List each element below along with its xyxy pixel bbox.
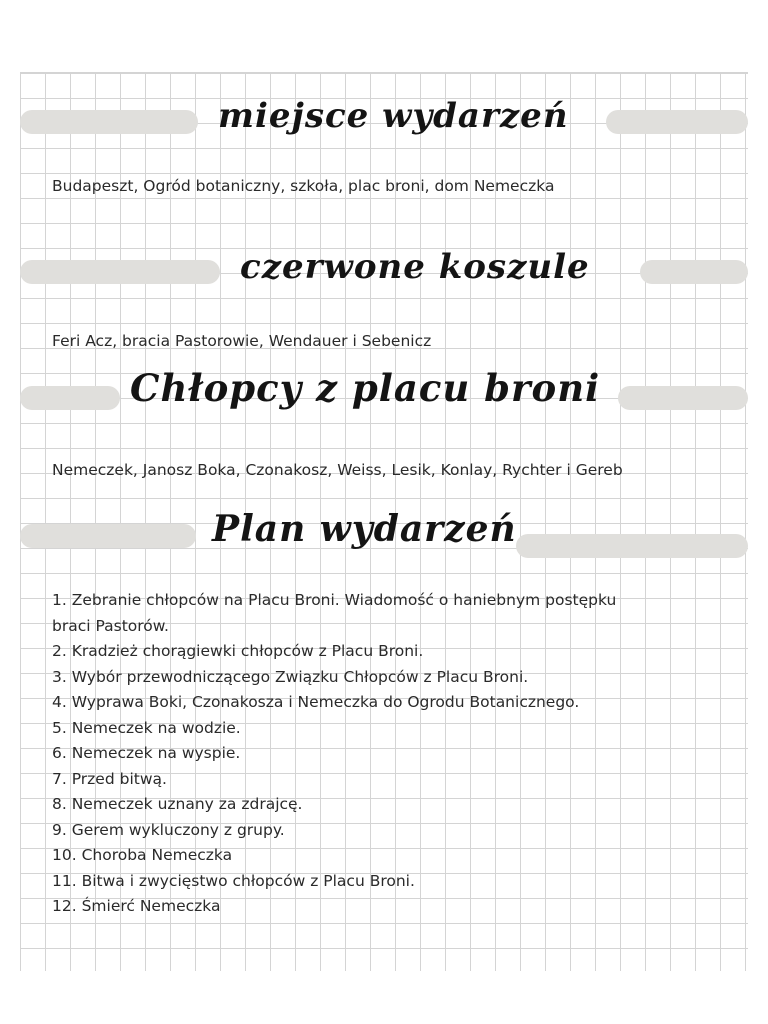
plan-item: 9. Gerem wykluczony z grupy. [52, 820, 285, 839]
red-shirts-heading: czerwone koszule [240, 247, 590, 287]
plan-item: 6. Nemeczek na wyspie. [52, 744, 241, 762]
heading-band-left [20, 524, 196, 548]
plan-item: 12. Śmierć Nemeczka [52, 897, 221, 915]
heading-band-right [516, 534, 748, 558]
heading-band-right [606, 110, 748, 134]
plan-item: 3. Wybór przewodniczącego Związku Chłopców z Placu Broni. [52, 667, 529, 686]
boys-heading: Chłopcy z placu broni [130, 366, 601, 410]
plan-item: 7. Przed bitwą. [52, 769, 167, 788]
red-shirts-text: Feri Acz, bracia Pastorowie, Wendauer i Sebenicz [52, 332, 432, 350]
plan-item: 10. Choroba Nemeczka [52, 846, 233, 864]
plan-item: 1. Zebranie chłopców na Placu Broni. Wiadomość o haniebnym postępku [52, 591, 617, 609]
boys-text: Nemeczek, Janosz Boka, Czonakosz, Weiss, Lesik, Konlay, Rychter i Gereb [52, 461, 623, 479]
plan-item: 8. Nemeczek uznany za zdrajcę. [52, 795, 303, 813]
heading-band-left [20, 260, 220, 284]
places-text: Budapeszt, Ogród botaniczny, szkoła, plac broni, dom Nemeczka [52, 177, 555, 195]
plan-item: 11. Bitwa i zwycięstwo chłopców z Placu Broni. [52, 871, 415, 890]
plan-list [52, 588, 616, 920]
plan-item: 4. Wyprawa Boki, Czonakosza i Nemeczka do Ogrodu Botanicznego. [52, 693, 580, 711]
plan-item: braci Pastorów. [52, 616, 169, 635]
places-heading: miejsce wydarzeń [218, 96, 569, 136]
heading-band-left [20, 110, 198, 134]
heading-band-right [618, 386, 748, 410]
heading-band-right [640, 260, 748, 284]
heading-band-left [20, 386, 120, 410]
plan-item: 5. Nemeczek na wodzie. [52, 718, 241, 737]
plan-heading: Plan wydarzeń [212, 508, 517, 550]
plan-item: 2. Kradzież chorągiewki chłopców z Placu Broni. [52, 642, 424, 660]
